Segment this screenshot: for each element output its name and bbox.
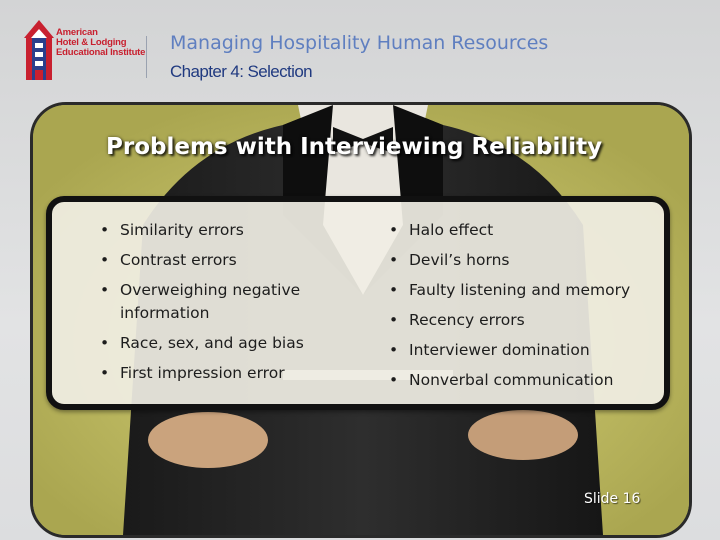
header-divider — [146, 36, 147, 78]
list-item: • Interviewer domination — [389, 339, 659, 362]
chapter-title: Chapter 4: Selection — [170, 62, 313, 81]
logo-line-1: American — [56, 27, 98, 38]
logo-wordmark — [56, 27, 146, 58]
course-title: Managing Hospitality Human Resources — [170, 32, 549, 54]
list-item: • Contrast errors — [100, 249, 345, 272]
right-bullet-list — [389, 219, 659, 399]
list-item: • Faulty listening and memory — [389, 279, 659, 302]
list-item: • Overweighing negative information — [100, 279, 345, 325]
list-item: • Devil’s horns — [389, 249, 659, 272]
list-item: • Race, sex, and age bias — [100, 332, 345, 355]
list-item: • First impression error — [100, 362, 345, 385]
list-item: • Halo effect — [389, 219, 659, 242]
slide-title: Problems with Interviewing Reliability — [106, 134, 603, 160]
logo-line-3: Educational Institute — [56, 47, 146, 58]
list-item: • Similarity errors — [100, 219, 345, 242]
slide-number: Slide 16 — [584, 491, 641, 507]
left-bullet-list — [100, 219, 345, 392]
slide-header — [0, 0, 720, 100]
list-item: • Nonverbal communication — [389, 369, 659, 392]
ahlei-logo — [22, 18, 146, 84]
logo-line-2: Hotel & Lodging — [56, 37, 127, 48]
list-item: • Recency errors — [389, 309, 659, 332]
